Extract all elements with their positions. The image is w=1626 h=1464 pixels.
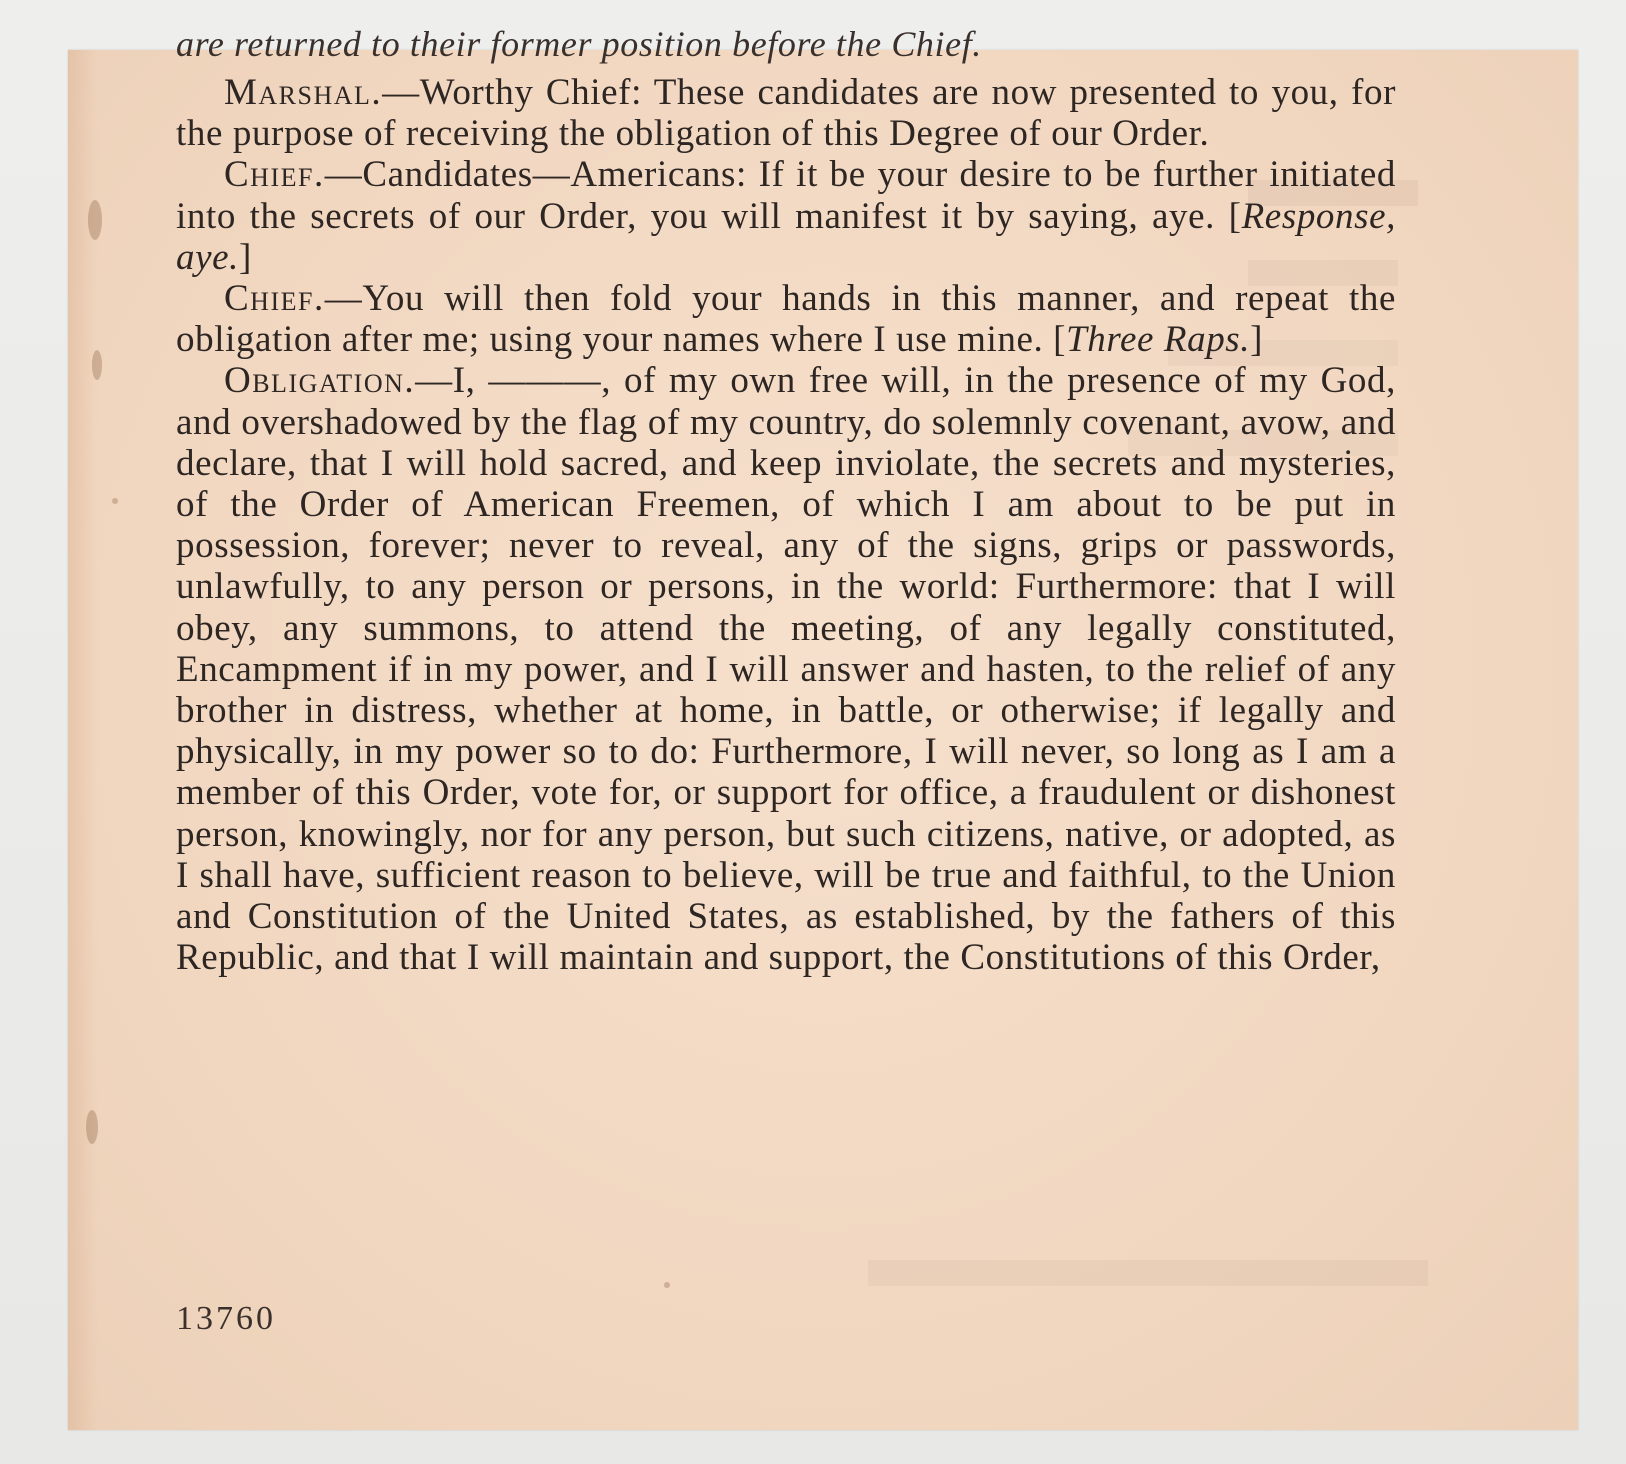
cut-off-line (176, 24, 1396, 70)
paper-stain (112, 498, 118, 504)
paragraph-marshal (176, 72, 1396, 154)
paragraph-text: —You will then fold your hands in this manner, and repeat the obligation after me; using your names where I use mine. (176, 278, 1396, 361)
speaker-label: Chief. (224, 278, 325, 320)
paragraph-text: —I, ———, of my own free will, in the presence of my God, and overshadowed by the flag of my country, do solemnly covenant, avow, and declare, that I will hold sacred, and keep inviolate, the secrets and mysteries, of the Order of American Freemen, of which I am about to be put in possession, forever; never to reveal, any of the signs, grips or passwords, unlawfully, to any person or persons, in the world: Furthermore: that I will obey, any summons, to attend the meeting, of any legally constituted, Encampment if in my power, and I will answer and hasten, to the relief of any brother in distress, whether at home, in battle, or otherwise; if legally and physically, in my power so to do: Furthermore, I will never, so long as I am a member of this Order, vote for, or support for office, a fraudulent or dishonest person, knowingly, nor for any person, but such citizens, native, or adopted, as I shall have, sufficient reason to believe, will be true and faithful, to the Union and Constitution of the United States, as established, by the fathers of this Republic, and that I will maintain and support, the Constitutions of this Order, (176, 360, 1396, 979)
paper-clipping (68, 24, 1578, 1430)
stage-direction: Response, aye. (176, 195, 1396, 278)
paper-stain (88, 200, 102, 240)
speaker-label: Marshal. (224, 72, 383, 113)
document-text (176, 24, 1396, 979)
speaker-label: Obligation. (224, 360, 416, 402)
paragraph-chief-1: Chief.—Candidates—Americans: If it be your desire to be further initiated into the secrets of our Order, you will manifest it by saying, aye. [Response, aye.] (176, 154, 1396, 278)
paper-stain (92, 350, 102, 380)
paper-stain (664, 1282, 670, 1288)
stage-direction: Three Raps. (1066, 319, 1251, 361)
paragraph-chief-2: Chief.—You will then fold your hands in this manner, and repeat the obligation after me; using your names where I use mine. [Three Raps.] (176, 278, 1396, 361)
paragraph-text: —Worthy Chief: These candidates are now presented to you, for the purpose of receiving the obligation of this Degree of our Order. (176, 72, 1396, 155)
page-number: 13760 (176, 1300, 276, 1337)
paper-stain (86, 1110, 98, 1144)
cut-off-line-text: are returned to their former position before the Chief. (176, 24, 982, 64)
speaker-label: Chief. (224, 154, 325, 196)
paragraph-obligation (176, 360, 1396, 978)
paragraph-text: —Candidates—Americans: If it be your desire to be further initiated into the secrets of our Order, you will manifest it by saying, aye. (176, 154, 1396, 237)
